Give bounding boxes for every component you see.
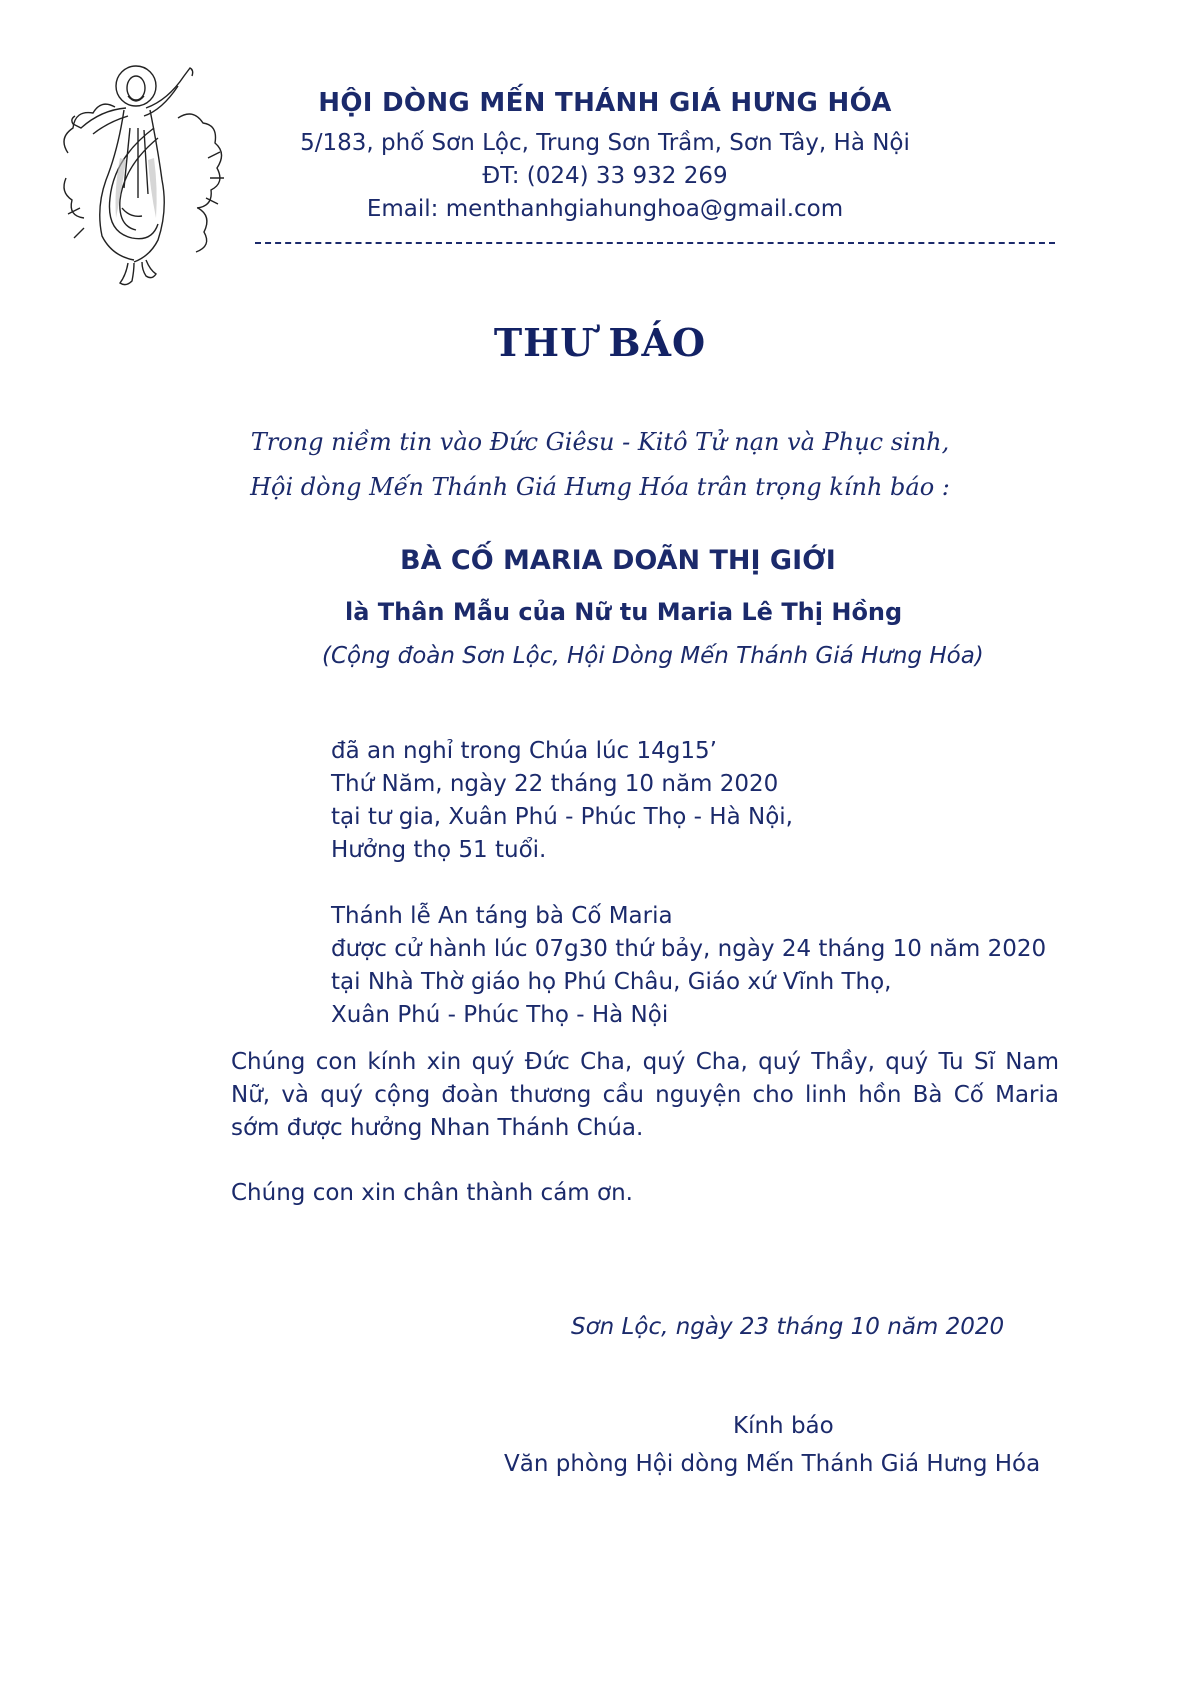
- funeral-line-3: tại Nhà Thờ giáo họ Phú Châu, Giáo xứ Vĩnh Thọ,: [331, 969, 892, 995]
- org-email: Email: menthanhgiahunghoa@gmail.com: [366, 196, 844, 222]
- death-line-4: Hưởng thọ 51 tuổi.: [331, 837, 547, 863]
- org-name: HỘI DÒNG MẾN THÁNH GIÁ HƯNG HÓA: [318, 88, 892, 118]
- thanks-line: Chúng con xin chân thành cám ơn.: [231, 1180, 633, 1206]
- date-line: Sơn Lộc, ngày 23 tháng 10 năm 2020: [571, 1314, 1005, 1340]
- org-address: 5/183, phố Sơn Lộc, Trung Sơn Trầm, Sơn Tây, Hà Nội: [300, 130, 910, 156]
- spacer: [331, 867, 1046, 900]
- funeral-line-4: Xuân Phú - Phúc Thọ - Hà Nội: [331, 1002, 669, 1028]
- deceased-relation: là Thân Mẫu của Nữ tu Maria Lê Thị Hồng: [345, 598, 903, 626]
- funeral-line-1: Thánh lễ An táng bà Cố Maria: [331, 903, 673, 929]
- announcement-body: [331, 735, 1046, 1032]
- funeral-line-2: được cử hành lúc 07g30 thứ bảy, ngày 24 tháng 10 năm 2020: [331, 936, 1047, 962]
- intro-line-1: Trong niềm tin vào Đức Giêsu - Kitô Tử nạn và Phục sinh,: [250, 428, 950, 456]
- death-line-3: tại tư gia, Xuân Phú - Phúc Thọ - Hà Nội,: [331, 804, 793, 830]
- community-note: (Cộng đoàn Sơn Lộc, Hội Dòng Mến Thánh Giá Hưng Hóa): [322, 643, 984, 669]
- prayer-request: Chúng con kính xin quý Đức Cha, quý Cha, quý Thầy, quý Tu Sĩ Nam Nữ, và quý cộng đoàn thương cầu nguyện cho linh hồn Bà Cố Maria sớm được hưởng Nhan Thánh Chúa.: [231, 1049, 1059, 1141]
- death-line-2: Thứ Năm, ngày 22 tháng 10 năm 2020: [331, 771, 779, 797]
- office-signature: Văn phòng Hội dòng Mến Thánh Giá Hưng Hóa: [504, 1451, 1041, 1477]
- death-line-1: đã an nghỉ trong Chúa lúc 14g15’: [331, 738, 717, 764]
- closing-line: Kính báo: [733, 1413, 834, 1439]
- page-title: THƯ BÁO: [493, 320, 707, 365]
- deceased-name: BÀ CỐ MARIA DOÃN THỊ GIỚI: [400, 545, 836, 576]
- risen-christ-icon: [58, 58, 226, 294]
- org-phone: ĐT: (024) 33 932 269: [482, 163, 728, 189]
- intro-line-2: Hội dòng Mến Thánh Giá Hưng Hóa trân trọng kính báo :: [250, 473, 950, 501]
- header-divider: [255, 242, 1055, 244]
